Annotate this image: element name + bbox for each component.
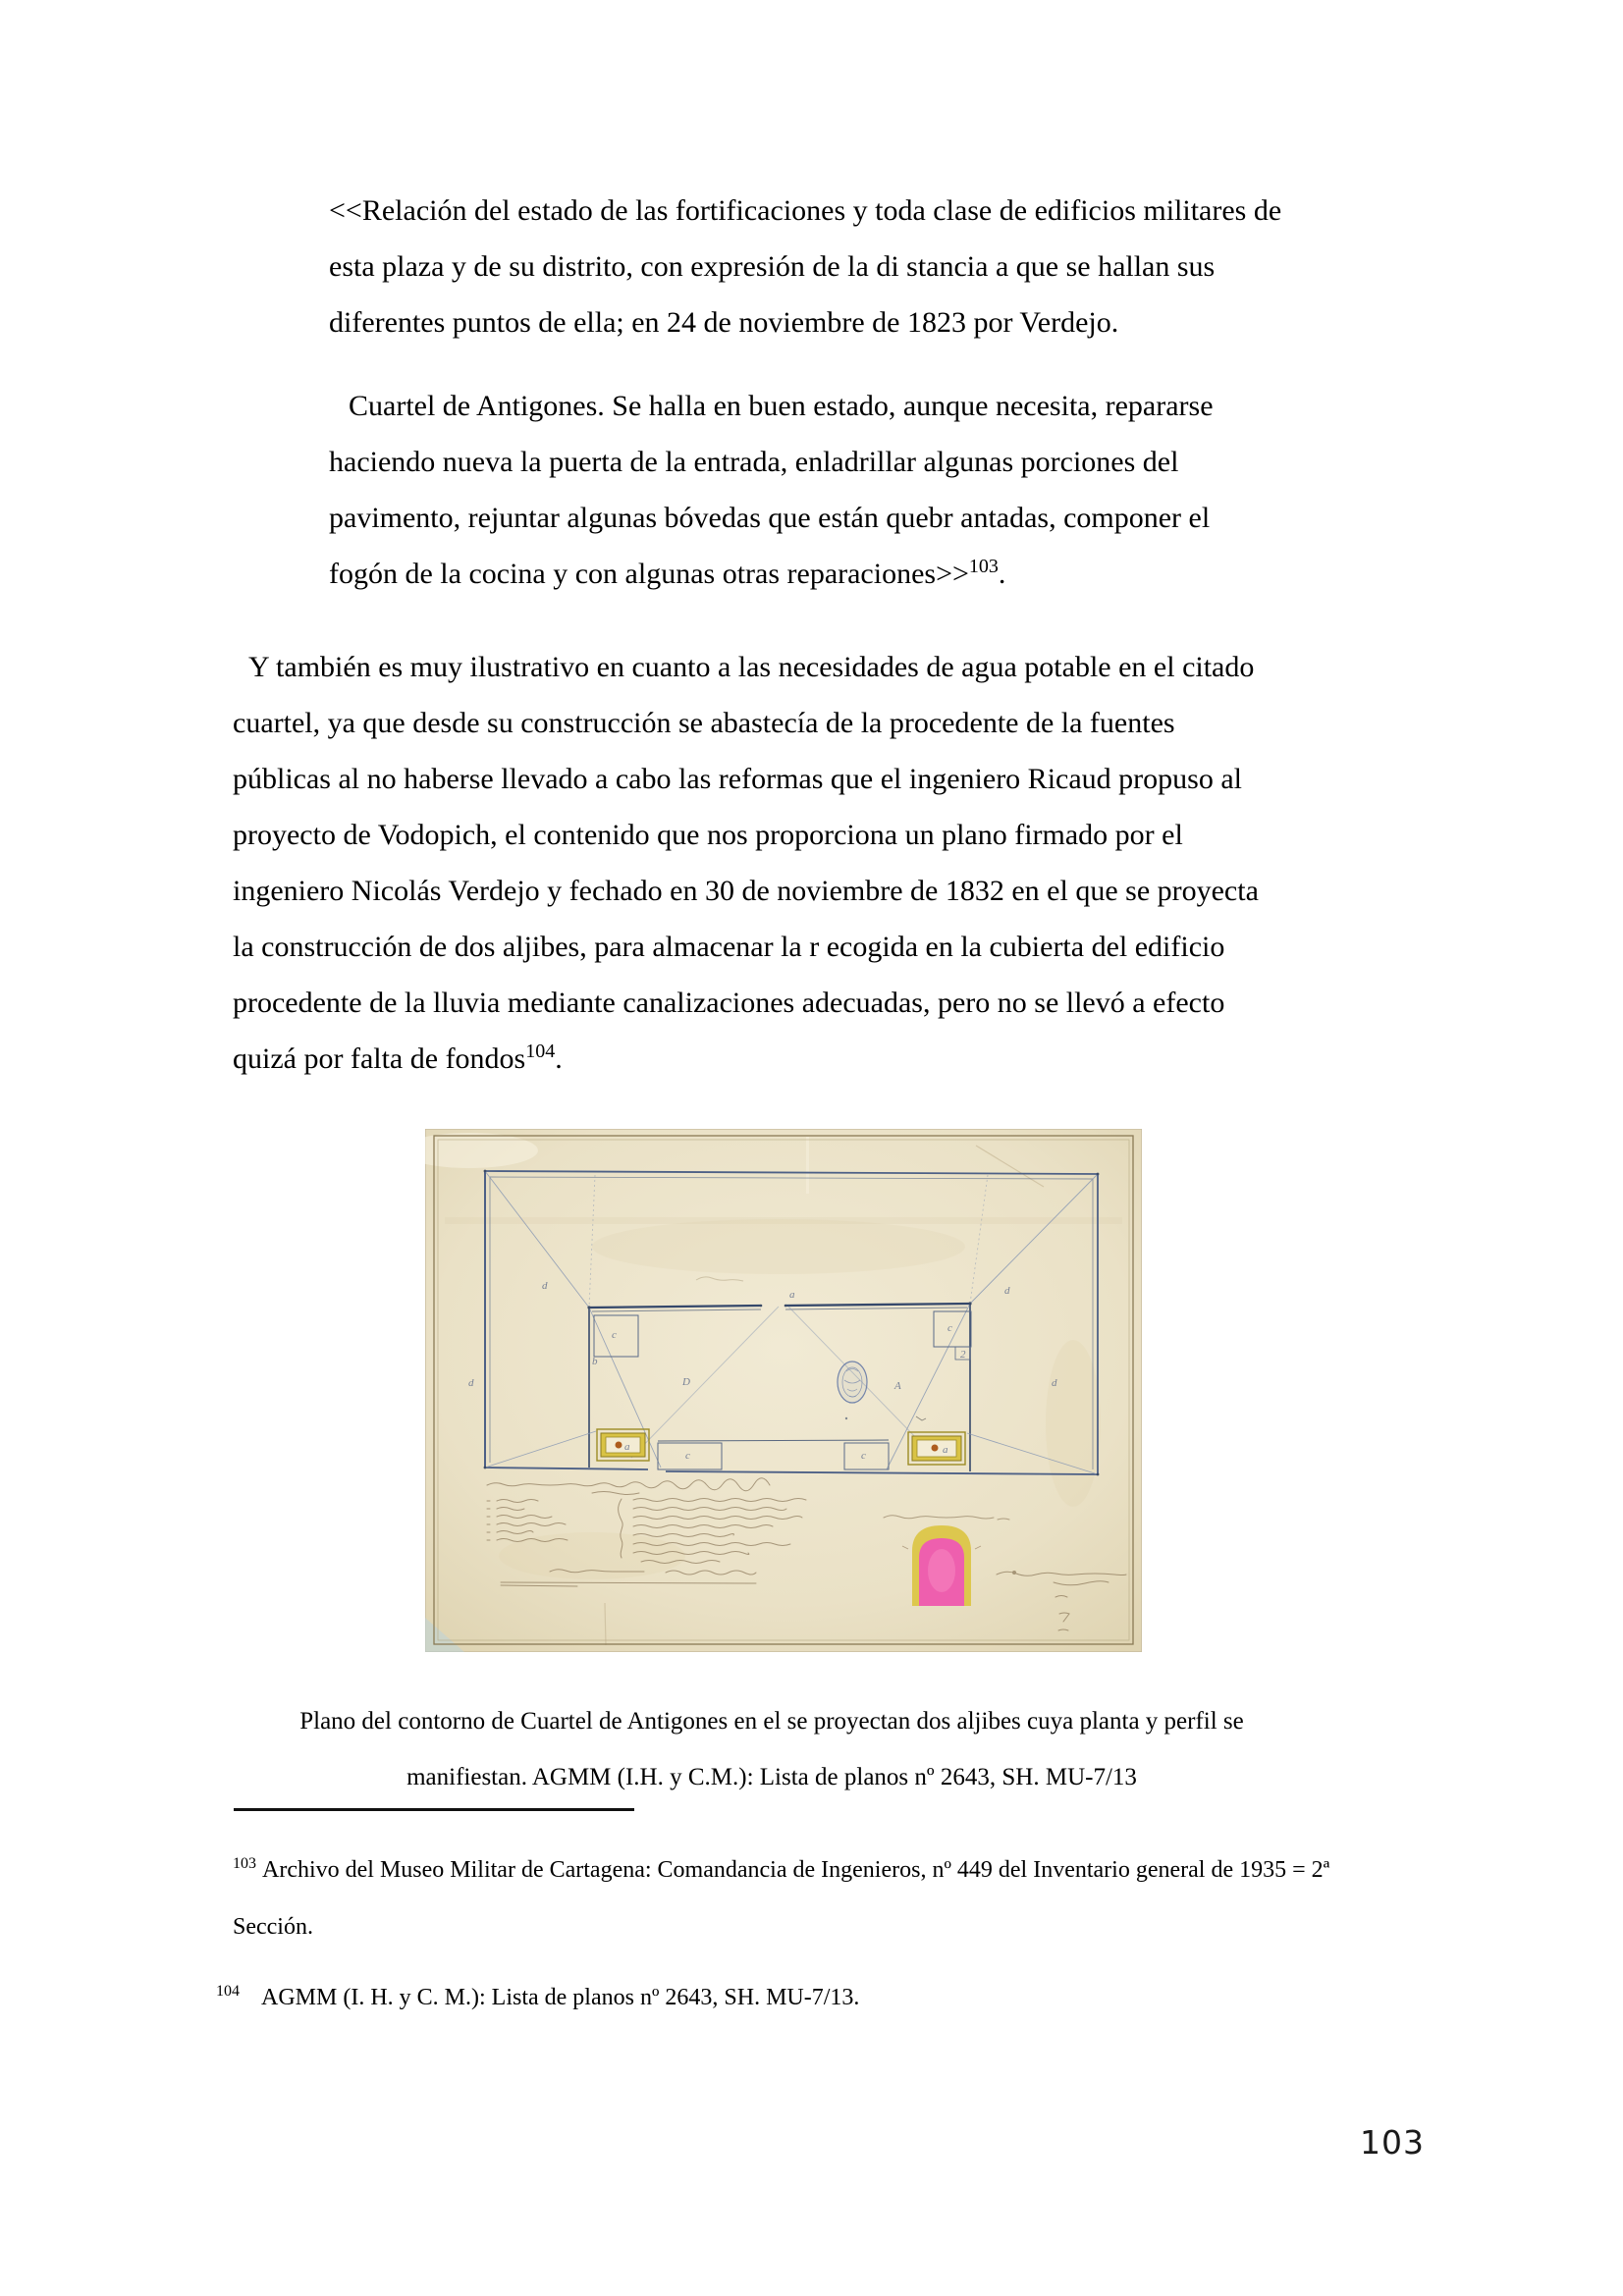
plan-letter: c <box>685 1450 690 1462</box>
caption-line: Plano del contorno de Cuartel de Antigones en el se proyectan dos aljibes cuya planta y perfil se <box>299 1708 1244 1735</box>
text-line: haciendo nueva la puerta de la entrada, enladrillar algunas porciones del <box>329 446 1179 478</box>
plan-letter: d <box>1004 1285 1010 1297</box>
page-number: 103 <box>1360 2123 1425 2162</box>
text-line: cuartel, ya que desde su construcción se abastecía de la procedente de la fuentes <box>233 707 1175 739</box>
plan-letter: d <box>1052 1377 1057 1389</box>
text-line: ingeniero Nicolás Verdejo y fechado en 30 de noviembre de 1832 en el que se proyecta <box>233 875 1259 907</box>
footnote-reference-103: 103 <box>968 556 999 577</box>
text-run: . <box>998 558 1006 590</box>
footnote-separator <box>234 1808 634 1811</box>
footnote-103 <box>233 1842 1329 1955</box>
plan-letter: 2 <box>960 1349 966 1361</box>
blockquote-cuartel <box>329 378 1214 602</box>
plan-letter: c <box>947 1322 952 1334</box>
plan-letter: D <box>682 1376 690 1388</box>
text-run: quizá por falta de fondos <box>233 1042 526 1075</box>
aljibe-dot <box>616 1442 622 1449</box>
text-line: Y también es muy ilustrativo en cuanto a las necesidades de agua potable en el citado <box>248 651 1255 683</box>
plan-figure-svg <box>425 1129 1142 1652</box>
plan-letter: d <box>542 1280 548 1292</box>
plan-letter: d <box>468 1377 474 1389</box>
text-line <box>329 546 1214 602</box>
blockquote-relacion <box>329 183 1281 350</box>
plan-letter: c <box>612 1329 617 1341</box>
footnote-reference-104: 104 <box>525 1041 556 1062</box>
text-line <box>233 1031 1259 1087</box>
plan-letter: a <box>789 1289 795 1301</box>
text-line: proyecto de Vodopich, el contenido que nos proporciona un plano firmado por el <box>233 819 1183 851</box>
text-line: <<Relación del estado de las fortificaciones y toda clase de edificios militares de <box>329 194 1282 227</box>
aljibe-right <box>908 1432 965 1465</box>
text-run: fogón de la cocina y con algunas otras reparaciones>> <box>329 558 969 590</box>
plan-paper <box>425 1129 1142 1652</box>
footnote-104 <box>216 1969 859 2026</box>
figure-caption <box>233 1693 1311 1811</box>
text-line: la construcción de dos aljibes, para almacenar la r ecogida en la cubierta del edificio <box>233 931 1225 963</box>
plan-letter: b <box>592 1356 598 1367</box>
text-line: diferentes puntos de ella; en 24 de noviembre de 1823 por Verdejo. <box>329 306 1119 339</box>
plan-letter: c <box>861 1450 866 1462</box>
caption-line: manifiestan. AGMM (I.H. y C.M.): Lista de planos nº 2643, SH. MU-7/13 <box>406 1764 1137 1790</box>
footnote-text: AGMM (I. H. y C. M.): Lista de planos nº 2643, SH. MU-7/13. <box>261 1985 860 2010</box>
text-line: Cuartel de Antigones. Se halla en buen estado, aunque necesita, repararse <box>349 390 1214 422</box>
text-run: . <box>555 1042 563 1075</box>
text-line: procedente de la lluvia mediante canalizaciones adecuadas, pero no se llevó a efecto <box>233 987 1225 1019</box>
aljibe-left <box>597 1429 649 1461</box>
footnote-text: Archivo del Museo Militar de Cartagena: Comandancia de Ingenieros, nº 449 del Inventario general de 1935 = 2ª <box>262 1857 1330 1883</box>
plan-letter: a <box>943 1444 948 1456</box>
text-line: esta plaza y de su distrito, con expresión de la di stancia a que se hallan sus <box>329 250 1216 283</box>
footnote-text: Sección. <box>233 1914 313 1940</box>
text-line: pavimento, rejuntar algunas bóvedas que están quebr antadas, componer el <box>329 502 1211 534</box>
plan-letter: A <box>894 1380 901 1392</box>
footnote-number: 104 <box>216 1983 240 2000</box>
body-paragraph <box>233 639 1259 1087</box>
plan-letter: a <box>624 1441 630 1453</box>
footnote-number: 103 <box>233 1855 256 1872</box>
plan-figure <box>425 1129 1142 1652</box>
text-line: públicas al no haberse llevado a cabo las reformas que el ingeniero Ricaud propuso al <box>233 763 1242 795</box>
aljibe-dot <box>932 1445 939 1452</box>
seal-stamp <box>838 1362 867 1403</box>
